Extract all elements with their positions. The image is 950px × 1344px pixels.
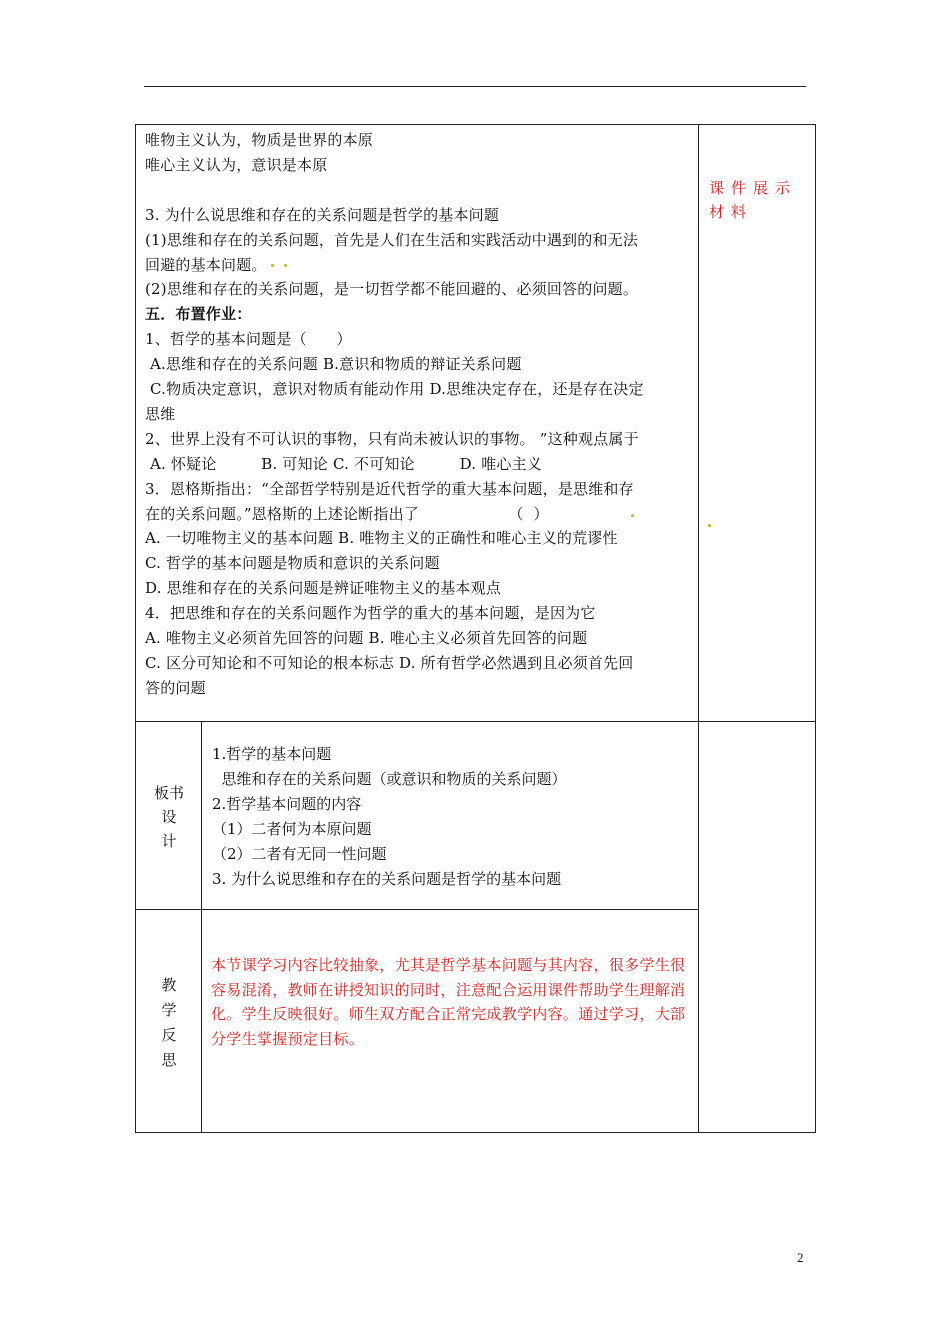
question-2-option: A. 怀疑论 B. 可知论 C. 不可知论 D. 唯心主义 [145,454,542,473]
board-line: （2）二者有无同一性问题 [212,845,387,863]
board-line: （1）二者何为本原问题 [212,820,372,838]
question-4-option: 答的问题 [145,678,206,697]
yellow-mark [284,264,287,267]
board-label-part: 计 [161,832,177,850]
main-line: (2)思维和存在的关系问题，是一切哲学都不能回避的、必须回答的问题。 [145,280,639,299]
lesson-table [135,124,816,1133]
page-number: 2 [797,1250,804,1265]
board-label [136,781,202,853]
side-note: 课件展示材料 [709,179,798,221]
board-label-part: 板书 [153,784,184,802]
reflection-text: 本节课学习内容比较抽象，尤其是哲学基本问题与其内容，很多学生很容易混淆，教师在讲授知识的同时，注意配合运用课件帮助学生理解消化。学生反映很好。师生双方配合正常完成教学内容。通过学习，大部分学生掌握预定目标。 [211,956,686,1048]
reflection-label [136,973,202,1073]
board-label-part: 设 [161,808,177,826]
question-3: 3．恩格斯指出：“全部哲学特别是近代哲学的重大基本问题，是思维和存 [145,479,634,498]
yellow-mark [631,514,634,517]
yellow-mark [708,524,711,527]
question-4-option: C. 区分可知论和不可知论的根本标志 D. 所有哲学必然遇到且必须首先回 [145,654,634,673]
yellow-mark [271,264,274,267]
board-line: 思维和存在的关系问题（或意识和物质的关系问题） [212,770,567,788]
blank-line [145,178,699,203]
reflection-label-part: 反 [161,1026,177,1044]
main-line: 3. 为什么说思维和存在的关系问题是哲学的基本问题 [145,205,500,224]
section-heading-homework: 五．布置作业： [145,305,252,324]
question-3-option: C. 哲学的基本问题是物质和意识的关系问题 [145,554,440,573]
reflection-label-part: 学 [161,1001,177,1019]
question-4-option: A. 唯物主义必须首先回答的问题 B. 唯心主义必须首先回答的问题 [145,629,588,648]
main-line: 回避的基本问题。 [145,255,267,274]
question-1-option: 思维 [145,404,176,423]
row-divider-board [136,721,815,722]
question-2: 2、世界上没有不可认识的事物，只有尚未被认识的事物。 ”这种观点属于 [145,429,639,448]
question-3-option: D. 思维和存在的关系问题是辨证唯物主义的基本观点 [145,579,502,598]
main-content [145,128,699,701]
reflection-label-part: 教 [161,976,177,994]
board-line: 3. 为什么说思维和存在的关系问题是哲学的基本问题 [212,870,562,888]
question-4: 4．把思维和存在的关系问题作为哲学的重大的基本问题，是因为它 [145,604,596,623]
question-1: 1、哲学的基本问题是（ ） [145,330,352,349]
question-3: 在的关系问题。”恩格斯的上述论断指出了 （ ） [145,504,549,523]
main-line: 唯心主义认为，意识是本原 [145,155,328,174]
main-line: 唯物主义认为，物质是世界的本原 [145,131,374,149]
question-1-option: C.物质决定意识，意识对物质有能动作用 D.思维决定存在，还是存在决定 [145,380,644,399]
question-1-option: A.思维和存在的关系问题 B.意识和物质的辩证关系问题 [145,355,522,374]
reflection-label-part: 思 [161,1051,177,1069]
board-content [212,742,692,892]
row-divider-reflection [136,909,698,910]
header-rule [144,86,806,87]
question-3-option: A. 一切唯物主义的基本问题 B. 唯物主义的正确性和唯心主义的荒谬性 [145,529,618,548]
main-line: (1)思维和存在的关系问题，首先是人们在生活和实践活动中遇到的和无法 [145,230,639,249]
board-line: 1.哲学的基本问题 [212,745,332,763]
board-line: 2.哲学基本问题的内容 [212,795,362,813]
